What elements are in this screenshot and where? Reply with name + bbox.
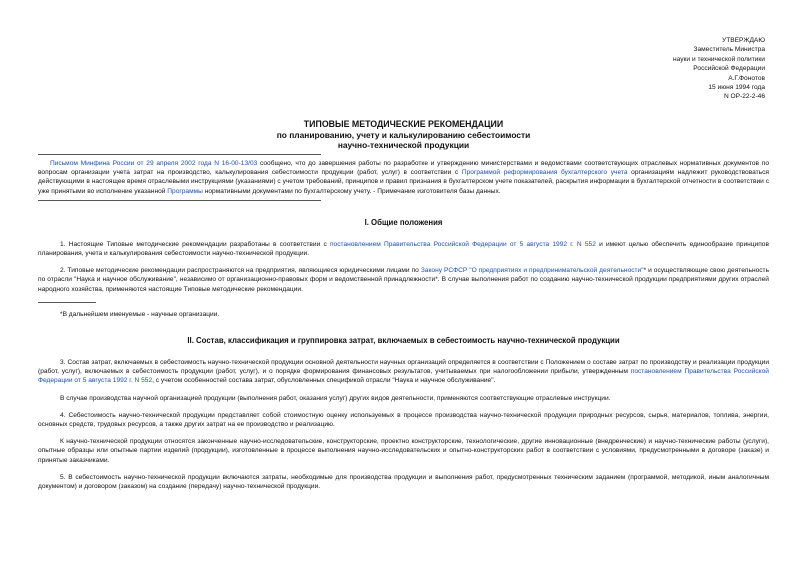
- reform-program-link[interactable]: Программой реформирования бухгалтерского учета: [461, 169, 628, 177]
- note-separator-top: [38, 154, 321, 155]
- footnote: *В дальнейшем именуемые - научные организации.: [60, 310, 220, 318]
- paragraph-2: [38, 266, 769, 294]
- paragraph-text: * и осуществляющие свою деятельность по отрасли "Наука и научное обслуживание", независимо от организационно-правовых форм и ведомственной принадлежности*. В случае выполнения работ по созданию научно-технической продукции предприятиями других отраслей народного хозяйства, применяются настоящие Типовые методические рекомендации.: [38, 267, 770, 293]
- paragraph-text: 1. Настоящие Типовые методические рекомендации разработаны в соответствии с: [60, 240, 330, 248]
- note-text: нормативными документами по бухгалтерскому учету. - Примечание изготовителя базы данных.: [202, 187, 501, 195]
- paragraph-4: 4. Себестоимость научно-технической продукции представляет собой стоимостную оценку используемых в процессе производства научно-технической продукции природных ресурсов, сырья, материалов, топлива, энергии, основных средств, трудовых ресурсов, а также других затрат на ее производство и реализацию.: [38, 411, 769, 429]
- minfin-letter-link[interactable]: Письмом Минфина России от 29 апреля 2002 года N 16-00-13/03: [50, 160, 258, 167]
- government-decree-link[interactable]: постановлением Правительства Российской Федерации от 5 августа 1992 г. N 552: [38, 368, 769, 385]
- paragraph-1: [38, 240, 769, 258]
- paragraph-5: 5. В себестоимость научно-технической продукции включаются затраты, необходимые для производства продукции и выполнения работ, предусмотренных техническим заданием (программой, методикой, иным аналогичным документом) и договором (заказом) на создание (передачу) научно-технической продукции.: [38, 473, 769, 491]
- note-text: организациям надлежит руководствоваться действующими в настоящее время отраслевыми инструкциями (указаниями) с учетом требований, принципов и правил признания в бухгалтерском учете показателей, раскрытия информации в бухгалтерской отчетности в соответствии с уже принятыми во исполнение указанной: [38, 169, 769, 195]
- section-2-heading: II. Состав, классификация и группировка затрат, включаемых в себестоимость научно-технической продукции: [187, 336, 620, 346]
- enterprise-law-link[interactable]: Закону РСФСР "О предприятиях и предпринимательской деятельности": [420, 267, 644, 275]
- editor-note: [38, 159, 769, 196]
- section-1-heading: I. Общие положения: [364, 217, 443, 227]
- government-decree-link[interactable]: постановлением Правительства Российской Федерации от 5 августа 1992 г. N 552: [329, 240, 596, 248]
- paragraph-text: 2. Типовые методические рекомендации распространяются на предприятия, являющиеся юридическими лицами по: [60, 267, 421, 275]
- document-title: [0, 119, 807, 151]
- paragraph-text: и имеют целью обеспечить единообразие принципов планирования, учета и калькулирования себестоимости научно-технической продукции.: [38, 240, 769, 258]
- document-body: [38, 150, 769, 499]
- approval-line: УТВЕРЖДАЮ: [722, 37, 765, 44]
- title-line-1: ТИПОВЫЕ МЕТОДИЧЕСКИЕ РЕКОМЕНДАЦИИ: [303, 119, 504, 129]
- approval-block: [673, 36, 765, 102]
- approval-line: Российской Федерации: [693, 65, 765, 73]
- footnote-separator: [38, 302, 96, 303]
- approval-line: Заместитель Министра: [693, 46, 765, 54]
- note-separator-bottom: [38, 200, 321, 201]
- approval-line: науки и технической политики: [673, 55, 765, 63]
- note-text: сообщено, что до завершения работы по разработке и утверждению министерствами и ведомствами соответствующих отраслевых нормативных документов по вопросам организации учета затрат на производство, калькулирования себестоимости продукции (работ, услуг) в соответствии с: [38, 160, 769, 177]
- paragraph-3: [38, 358, 769, 386]
- title-line-3: научно-технической продукции: [337, 140, 470, 151]
- paragraph-4-extra: К научно-технической продукции относятся законченные научно-исследовательские, конструкторские, проектно конструкторские, технологические, другие инновационные (внедренческие) и научно-технические работы (услуги), опытные образцы или опытные партии изделий (продукции), изготовленные в процессе выполнения научно-исследовательских и опытно-конструкторских работ в соответствии с условиями, предусмотренными в договоре (заказе) и принятые заказчиками.: [38, 438, 769, 464]
- approval-line: 15 июня 1994 года: [708, 84, 765, 92]
- paragraph-3-extra: В случае производства научной организацией продукции (выполнения работ, оказания услуг) других видов деятельности, применяются соответствующие отраслевые инструкции.: [60, 394, 611, 402]
- approval-line: А.Г.Фонотов: [728, 74, 765, 82]
- title-line-2: по планированию, учету и калькулированию себестоимости: [276, 129, 531, 140]
- approval-line: N ОР-22-2-46: [723, 93, 765, 101]
- program-link[interactable]: Программы: [167, 187, 203, 195]
- paragraph-text: , с учетом особенностей состава затрат, обусловленных спецификой отрасли "Наука и научное обслуживание".: [152, 377, 496, 385]
- paragraph-text: 3. Состав затрат, включаемых в себестоимость научно-технической продукции основной деятельности научных организаций определяется в соответствии с Положением о составе затрат по производству и реализации продукции (работ, услуг), включаемых в себестоимость продукции (работ, услуг), и о порядке формирования финансовых результатов, учитываемых при налогообложении прибыли, утвержденным: [38, 359, 769, 376]
